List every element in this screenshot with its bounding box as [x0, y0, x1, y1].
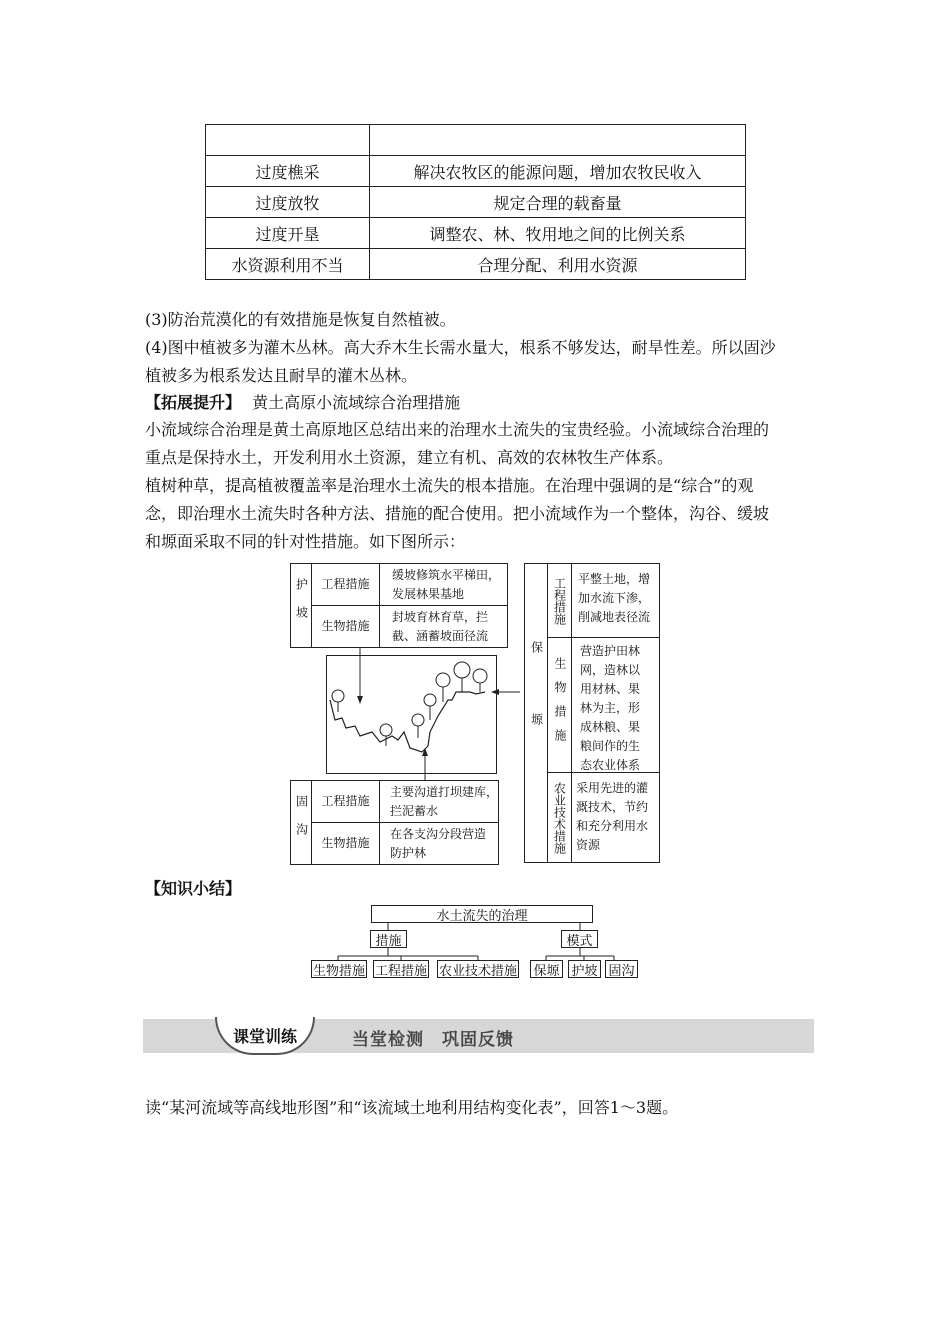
by-bio-text: 林为主，形 [580, 701, 641, 715]
summary-mode-item: 护坡 [568, 960, 601, 978]
by-bio-text: 营造护田林 [580, 644, 641, 658]
table-header-cell [370, 125, 746, 156]
gugou-bio-text: 防护林 [390, 846, 427, 860]
by-bio-text: 用材林、果 [580, 682, 641, 696]
question-text: 读“某河流域等高线地形图”和“该流域土地利用结构变化表”，回答1～3题。 [145, 1098, 679, 1117]
by-eng-label-box [547, 563, 572, 638]
by-agri-label-box [547, 772, 572, 863]
hupo-eng-text: 缓坡修筑水平梯田， [392, 568, 501, 582]
table-header-cell [206, 125, 370, 156]
table-cell: 过度樵采 [206, 156, 370, 187]
by-agri-text: 和充分利用水 [576, 819, 649, 833]
table-row [206, 187, 746, 218]
by-eng-text: 加水流下渗， [578, 591, 651, 605]
table-cell: 水资源利用不当 [206, 249, 370, 280]
hupo-bio-label: 生物措施 [321, 619, 370, 633]
by-agri-text: 采用先进的灌 [576, 781, 649, 795]
by-bio-text: 成林粮、果 [580, 720, 641, 734]
hupo-bio-text: 截、涵蓄坡面径流 [392, 629, 489, 643]
gugou-eng-text: 主要沟道打坝建库， [390, 785, 499, 799]
extension-title: 黄土高原小流域综合治理措施 [252, 393, 461, 412]
summary-mode-item: 固沟 [605, 960, 638, 978]
by-agri-text-box [571, 772, 660, 863]
by-eng-label: 工程措施 [552, 576, 567, 625]
summary-mode-item: 保塬 [530, 960, 563, 978]
banner-label: 课堂训练 [215, 1017, 315, 1055]
banner-subtitle: 当堂检测 巩固反馈 [352, 1030, 514, 1050]
gugou-bio-text-box [379, 822, 499, 865]
by-eng-text-box [571, 563, 660, 638]
table-row [206, 249, 746, 280]
by-bio-text: 粮间作的生 [580, 739, 641, 753]
tree-icon [380, 724, 392, 746]
by-agri-text: 资源 [576, 838, 601, 852]
extension-line: 小流域综合治理是黄土高原地区总结出来的治理水土流失的宝贵经验。小流域综合治理的 [145, 420, 770, 439]
summary-measures: 措施 [370, 930, 407, 948]
table-cell: 解决农牧区的能源问题，增加农牧民收入 [370, 156, 746, 187]
table-header-row [206, 125, 746, 156]
hupo-bio-text: 封坡育林育草，拦 [392, 610, 489, 624]
tree-icon [424, 694, 436, 720]
summary-measure-item: 工程措施 [373, 960, 429, 978]
gugou-eng-text: 拦泥蓄水 [390, 804, 439, 818]
hupo-label: 护坡 [294, 577, 309, 634]
summary-modes: 模式 [561, 930, 598, 948]
by-eng-text: 削减地表径流 [578, 610, 651, 624]
gugou-label-box [290, 780, 312, 865]
table-cell: 合理分配、利用水资源 [370, 249, 746, 280]
extension-line: 重点是保持水土，开发利用水土资源，建立有机、高效的农林牧生产体系。 [145, 448, 674, 467]
by-bio-text: 态农业体系 [580, 758, 641, 772]
by-agri-label: 农业技术措施 [552, 781, 567, 854]
tree-icon [454, 662, 470, 692]
tree-icon [473, 669, 487, 692]
gugou-eng-text-box [379, 780, 499, 823]
extension-heading [145, 389, 460, 417]
extension-tag: 【拓展提升】 [145, 393, 242, 412]
tree-icon [412, 714, 424, 738]
gugou-bio-label: 生物措施 [321, 836, 370, 850]
table-cell: 规定合理的载畜量 [370, 187, 746, 218]
answer-4-line2: 植被多为根系发达且耐旱的灌木丛林。 [145, 366, 418, 385]
by-bio-text-box [571, 637, 660, 773]
summary-tag: 【知识小结】 [145, 879, 242, 898]
gugou-bio-label-box [311, 822, 380, 865]
by-bio-label-box [547, 637, 572, 773]
hupo-eng-text: 发展林果基地 [392, 587, 465, 601]
tree-icon [332, 690, 344, 712]
table-row [206, 218, 746, 249]
answer-3: (3)防治荒漠化的有效措施是恢复自然植被。 [145, 310, 456, 329]
gugou-eng-label-box [311, 780, 380, 823]
baoyuan-label: 保塬 [529, 641, 544, 785]
measures-table [205, 124, 746, 280]
extension-line: 植树种草，提高植被覆盖率是治理水土流失的根本措施。在治理中强调的是“综合”的观 [145, 476, 754, 495]
by-bio-label: 生物措施 [553, 657, 567, 753]
summary-measure-item: 生物措施 [311, 960, 367, 978]
table-cell: 过度放牧 [206, 187, 370, 218]
gugou-eng-label: 工程措施 [321, 794, 370, 808]
table-cell: 调整农、林、牧用地之间的比例关系 [370, 218, 746, 249]
table-row [206, 156, 746, 187]
summary-root: 水土流失的治理 [371, 905, 593, 923]
tree-icon [436, 673, 450, 702]
by-agri-text: 溉技术，节约 [576, 800, 649, 814]
answer-4-line1: (4)图中植被多为灌木丛林。高大乔木生长需水量大，根系不够发达，耐旱性差。所以固沙 [145, 338, 776, 357]
baoyuan-label-box [524, 563, 548, 863]
table-cell: 过度开垦 [206, 218, 370, 249]
summary-measure-item: 农业技术措施 [437, 960, 519, 978]
by-eng-text: 平整土地，增 [578, 572, 651, 586]
gugou-bio-text: 在各支沟分段营造 [390, 827, 487, 841]
hupo-eng-label: 工程措施 [321, 577, 370, 591]
by-bio-text: 网，造林以 [580, 663, 641, 677]
extension-line: 念，即治理水土流失时各种方法、措施的配合使用。把小流域作为一个整体，沟谷、缓坡 [145, 504, 770, 523]
extension-line: 和塬面采取不同的针对性措施。如下图所示： [145, 532, 466, 551]
gugou-label: 固沟 [294, 794, 309, 851]
